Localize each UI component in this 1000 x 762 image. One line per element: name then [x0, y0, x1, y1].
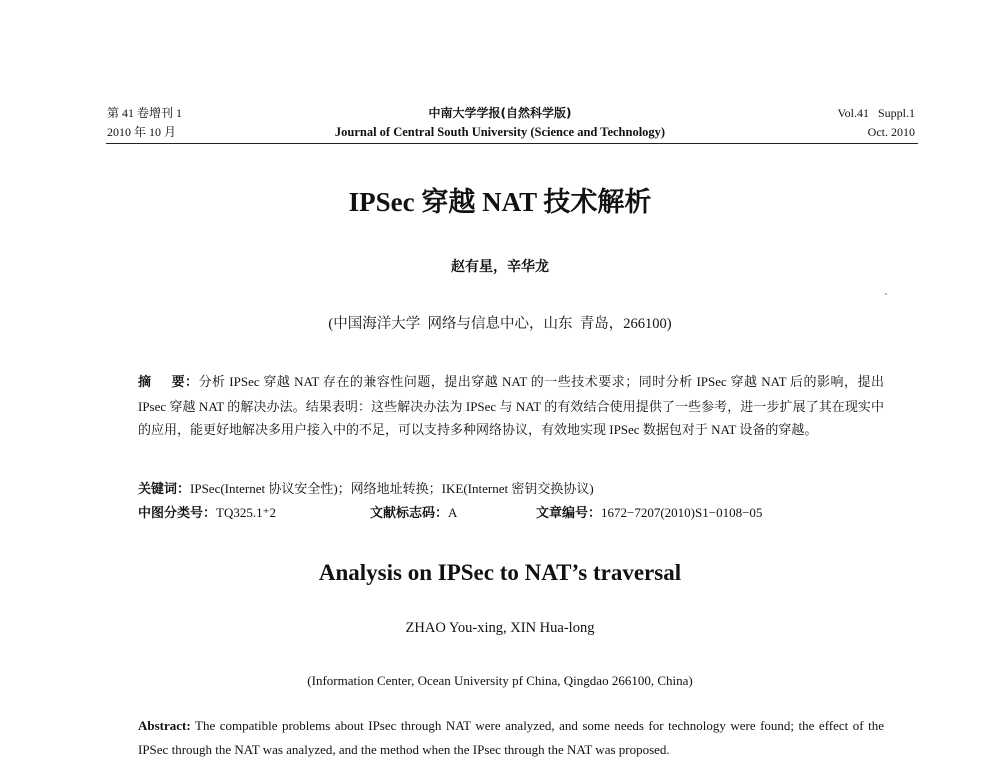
- keywords-cn-label: 关键词：: [138, 482, 191, 497]
- journal-name-cn: 中南大学学报(自然科学版): [428, 106, 572, 120]
- abstract-en-label: Abstract:: [138, 718, 191, 733]
- header-date-en: Oct. 2010: [867, 125, 915, 139]
- keywords-cn-text: IPSec(Internet 协议安全性)；网络地址转换；IKE(Internet 密钥交换协议): [190, 481, 594, 496]
- doc-code-label: 文献标志码：: [370, 506, 449, 521]
- authors-en: ZHAO You-xing, XIN Hua-long: [405, 620, 595, 636]
- abstract-en-text: The compatible problems about IPsec through NAT were analyzed, and some needs for technology were found; the effect of the IPSec through the NAT was analyzed, and the method when the IPsec through the NAT was proposed.: [138, 718, 884, 757]
- keywords-cn: [138, 478, 594, 497]
- header-rule: [106, 143, 918, 144]
- header-volume-en: Vol.41 Suppl.1: [837, 106, 915, 120]
- header-date-cn: 2010 年 10 月: [107, 125, 177, 139]
- authors-cn: 赵有星，辛华龙: [451, 259, 549, 275]
- header-volume: 第 41 卷增刊 1: [107, 106, 183, 120]
- abstract-en: [138, 714, 884, 762]
- article-number: [536, 502, 762, 521]
- journal-name-en: Journal of Central South University (Science and Technology): [334, 125, 666, 139]
- abstract-cn-label: 摘 要：: [138, 375, 199, 390]
- scan-speck: [885, 293, 887, 295]
- affiliation-en: (Information Center, Ocean University pf China, Qingdao 266100, China): [307, 673, 693, 688]
- doc-code-value: A: [448, 505, 458, 520]
- article-no-label: 文章编号：: [536, 506, 602, 521]
- header-volume-info-en: [838, 104, 915, 142]
- abstract-cn: [138, 370, 884, 442]
- paper-title-cn: IPSec 穿越 NAT 技术解析: [348, 187, 652, 217]
- clc-number: [138, 502, 276, 521]
- article-no-value: 1672−7207(2010)S1−0108−05: [601, 505, 763, 520]
- affiliation-cn: (中国海洋大学 网络与信息中心，山东 青岛，266100): [328, 316, 672, 332]
- clc-label: 中图分类号：: [138, 506, 217, 521]
- document-code: [370, 502, 457, 521]
- clc-value: TQ325.1⁺2: [216, 505, 276, 520]
- abstract-cn-text: 分析 IPSec 穿越 NAT 存在的兼容性问题，提出穿越 NAT 的一些技术要求；同时分析 IPSec 穿越 NAT 后的影响，提出 IPsec 穿越 NAT 的解决办法。结果表明：这些解决办法为 IPSec 与 NAT 的有效结合使用提供了一些参考，进一步扩展了其在现实中的应用，能更好地解决多用户接入中的不足，可以支持多种网络协议，有效地实现 IPSec 数据包对于 NAT 设备的穿越。: [138, 374, 884, 437]
- paper-title-en: Analysis on IPSec to NAT’s traversal: [318, 560, 682, 585]
